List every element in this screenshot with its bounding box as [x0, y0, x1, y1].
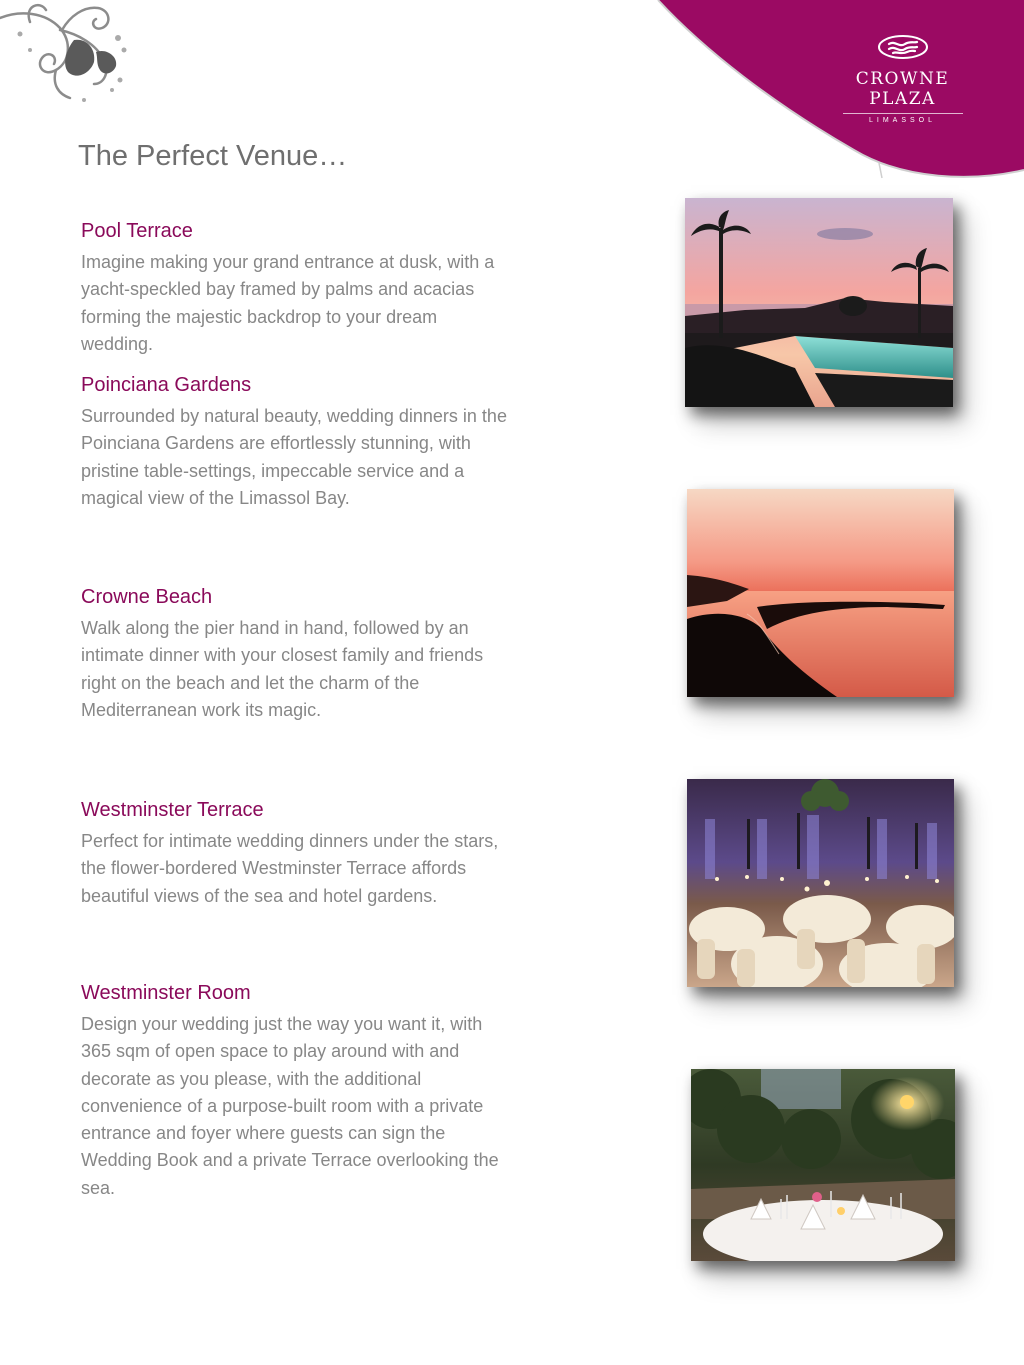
section-body: Perfect for intimate wedding dinners under the stars, the flower-bordered Westminster Terrace affords beautiful views of the sea and hotel gardens.	[81, 831, 499, 906]
pool-terrace-photo	[685, 198, 953, 407]
brand-location: LIMASSOL	[868, 117, 936, 124]
crowne-beach-photo	[687, 489, 954, 697]
section-body: Walk along the pier hand in hand, followed by an intimate dinner with your closest family and friends right on the beach and let the charm of the Mediterranean work its magic.	[81, 618, 484, 720]
section-westminster-room	[81, 981, 511, 1202]
brand-name: CROWNE PLAZA	[855, 69, 950, 109]
crowne-plaza-logo-icon	[877, 34, 929, 60]
section-heading: Poinciana Gardens	[81, 374, 252, 396]
brand-divider	[843, 113, 963, 114]
section-westminster-terrace	[81, 798, 511, 910]
westminster-room-photo	[687, 779, 954, 987]
section-heading: Westminster Room	[81, 982, 251, 1004]
section-body: Imagine making your grand entrance at dusk, with a yacht-speckled bay framed by palms and acacias forming the majestic backdrop to your dream wedding.	[81, 252, 495, 354]
page-title: The Perfect Venue…	[78, 140, 348, 172]
section-heading: Pool Terrace	[81, 220, 193, 242]
section-body: Surrounded by natural beauty, wedding dinners in the Poinciana Gardens are effortlessly stunning, with pristine table-settings, impeccable service and a magical view of the Limassol Bay.	[81, 406, 507, 508]
brand-logo	[820, 34, 985, 124]
poinciana-gardens-photo	[691, 1069, 955, 1261]
section-pool-terrace	[81, 219, 511, 358]
section-crowne-beach	[81, 585, 511, 724]
section-heading: Crowne Beach	[81, 586, 213, 608]
swirl-ornament-icon	[0, 0, 140, 110]
section-body: Design your wedding just the way you want it, with 365 sqm of open space to play around with and decorate as you please, with the additional convenience of a purpose-built room with a private entrance and foyer where guests can sign the Wedding Book and a private Terrace overlooking the sea.	[81, 1014, 499, 1198]
section-heading: Westminster Terrace	[81, 799, 264, 821]
section-poinciana-gardens	[81, 373, 511, 512]
